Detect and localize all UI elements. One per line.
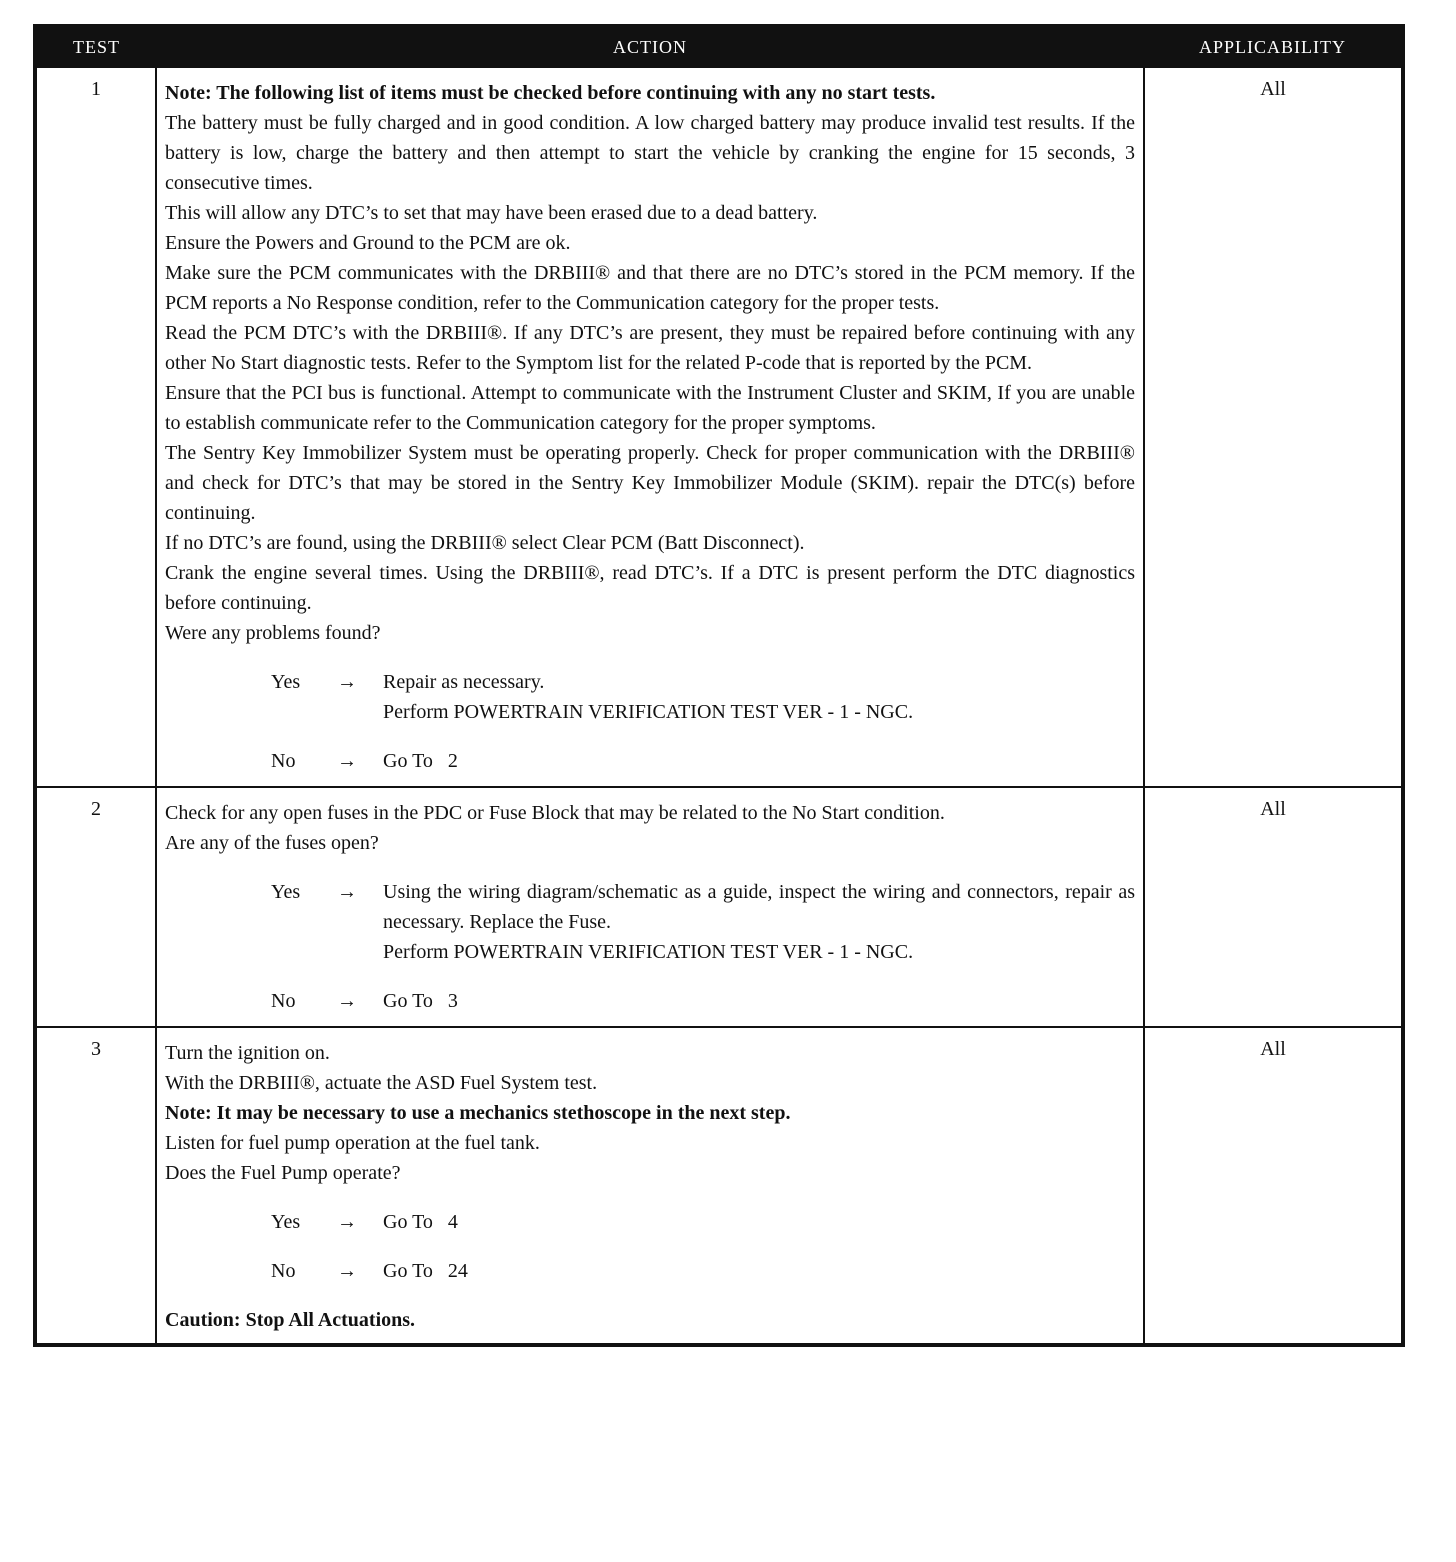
answer-label: Yes: [271, 671, 301, 693]
test-number: 3: [35, 1027, 156, 1345]
answer-result: [383, 877, 1140, 967]
test-number: 1: [35, 67, 156, 787]
arrow-icon: →: [337, 881, 357, 903]
header-action: ACTION: [156, 26, 1144, 67]
diagnostic-table: [33, 24, 1405, 1347]
table-row: [35, 67, 1403, 787]
result-text: Repair as necessary.: [383, 671, 545, 693]
table-header-row: [35, 26, 1403, 67]
arrow-icon: →: [337, 750, 357, 772]
answer-option: [165, 877, 1140, 967]
answer-result: [383, 667, 1135, 727]
action-text: Make sure the PCM communicates with the DRBIII® and that there are no DTC’s stored in the PCM memory. If the PCM reports a No Response condition, refer to the Communication category for the proper tests.: [165, 262, 1135, 314]
header-applicability: APPLICABILITY: [1144, 26, 1403, 67]
action-text: Ensure that the PCI bus is functional. Attempt to communicate with the Instrument Cluster and SKIM, If you are unable to establish communicate refer to the Communication category for the proper symptoms.: [165, 382, 1135, 434]
answer-option: [165, 1256, 1135, 1286]
action-text: If no DTC’s are found, using the DRBIII® select Clear PCM (Batt Disconnect).: [165, 532, 805, 554]
action-text: With the DRBIII®, actuate the ASD Fuel System test.: [165, 1072, 598, 1094]
action-text: Are any of the fuses open?: [165, 832, 379, 854]
answer-label: No: [271, 990, 296, 1012]
action-cell: [156, 787, 1144, 1027]
table-body: [35, 67, 1403, 1345]
answer-option: [165, 1207, 1135, 1237]
action-cell: [156, 67, 1144, 787]
row-spacer: [165, 776, 1135, 778]
arrow-icon: →: [337, 990, 357, 1012]
answer-result: [383, 746, 1135, 776]
arrow-icon: →: [337, 1260, 357, 1282]
arrow-icon: →: [337, 671, 357, 693]
result-text: Perform POWERTRAIN VERIFICATION TEST VER - 1 - NGC.: [383, 701, 914, 723]
action-text: Read the PCM DTC’s with the DRBIII®. If any DTC’s are present, they must be repaired before continuing with any other No Start diagnostic tests. Refer to the Symptom list for the related P-code that is reported by the PCM.: [165, 322, 1135, 374]
action-text: Ensure the Powers and Ground to the PCM are ok.: [165, 232, 571, 254]
result-text: Using the wiring diagram/schematic as a guide, inspect the wiring and connectors, repair as necessary. Replace the Fuse.: [383, 881, 1140, 933]
answer-label: Yes: [271, 1211, 301, 1233]
test-number: 2: [35, 787, 156, 1027]
action-text: Turn the ignition on.: [165, 1042, 330, 1064]
answer-label: No: [271, 750, 296, 772]
answer-label: Yes: [271, 881, 301, 903]
caution-text: Caution: Stop All Actuations.: [165, 1309, 416, 1331]
applicability-cell: All: [1144, 787, 1403, 1027]
action-text: Does the Fuel Pump operate?: [165, 1162, 401, 1184]
answer-option: [165, 986, 1135, 1016]
note-text: Note: It may be necessary to use a mechanics stethoscope in the next step.: [165, 1102, 791, 1124]
result-text: Perform POWERTRAIN VERIFICATION TEST VER - 1 - NGC.: [383, 941, 914, 963]
table-row: [35, 1027, 1403, 1345]
result-text: Go To 24: [383, 1260, 468, 1282]
answer-result: [383, 986, 1135, 1016]
applicability-cell: All: [1144, 67, 1403, 787]
row-spacer: [165, 1016, 1135, 1018]
table-row: [35, 787, 1403, 1027]
action-text: Were any problems found?: [165, 622, 381, 644]
arrow-icon: →: [337, 1211, 357, 1233]
action-cell: [156, 1027, 1144, 1345]
action-text: Crank the engine several times. Using the DRBIII®, read DTC’s. If a DTC is present perform the DTC diagnostics before continuing.: [165, 562, 1135, 614]
action-text: The Sentry Key Immobilizer System must be operating properly. Check for proper communication with the DRBIII® and check for DTC’s that may be stored in the Sentry Key Immobilizer Module (SKIM). repair the DTC(s) before continuing.: [165, 442, 1135, 524]
result-text: Go To 4: [383, 1211, 458, 1233]
result-text: Go To 3: [383, 990, 458, 1012]
answer-result: [383, 1207, 1135, 1237]
answer-result: [383, 1256, 1135, 1286]
header-test: TEST: [35, 26, 156, 67]
diagnostic-table-sheet: [33, 24, 1401, 1347]
action-text: Listen for fuel pump operation at the fuel tank.: [165, 1132, 540, 1154]
answer-label: No: [271, 1260, 296, 1282]
note-text: Note: The following list of items must be checked before continuing with any no start tests.: [165, 82, 936, 104]
applicability-cell: All: [1144, 1027, 1403, 1345]
answer-option: [165, 667, 1135, 727]
action-text: This will allow any DTC’s to set that may have been erased due to a dead battery.: [165, 202, 818, 224]
answer-option: [165, 746, 1135, 776]
action-text: Check for any open fuses in the PDC or Fuse Block that may be related to the No Start condition.: [165, 802, 945, 824]
action-text: The battery must be fully charged and in good condition. A low charged battery may produce invalid test results. If the battery is low, charge the battery and then attempt to start the vehicle by cranking the engine for 15 seconds, 3 consecutive times.: [165, 112, 1135, 194]
result-text: Go To 2: [383, 750, 458, 772]
